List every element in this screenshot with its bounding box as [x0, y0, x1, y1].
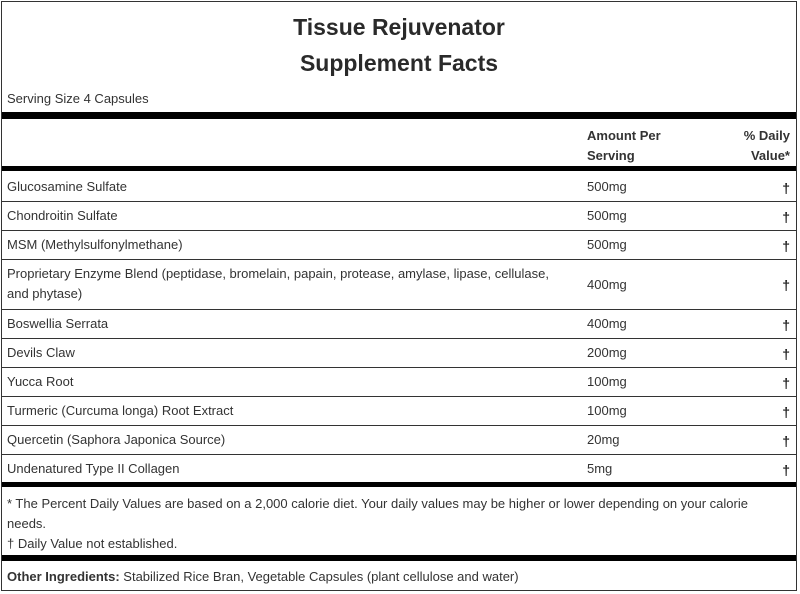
ingredient-name: Turmeric (Curcuma longa) Root Extract: [7, 403, 234, 418]
ingredient-amount: 5mg: [587, 461, 613, 476]
header-divider: [2, 166, 796, 171]
table-row: [2, 202, 796, 231]
table-row: [2, 339, 796, 368]
supplement-facts-panel: [1, 1, 797, 591]
ingredient-name: Glucosamine Sulfate: [7, 179, 127, 194]
ingredient-daily-value: †: [782, 209, 790, 225]
ingredient-daily-value: †: [782, 277, 790, 293]
other-ingredients: [7, 567, 519, 587]
table-row: [2, 310, 796, 339]
ingredient-amount: 500mg: [587, 179, 627, 194]
table-row: [2, 231, 796, 260]
table-row: [2, 260, 796, 310]
ingredient-amount: 100mg: [587, 403, 627, 418]
ingredient-amount: 100mg: [587, 374, 627, 389]
ingredient-amount: 400mg: [587, 277, 627, 292]
dv-header-line2: Value*: [750, 148, 790, 163]
daily-value-header: [744, 126, 790, 166]
ingredient-name: Proprietary Enzyme Blend (peptidase, bromelain, papain, protease, amylase, lipase, cellulase, and phytase): [7, 266, 549, 301]
table-row: [2, 426, 796, 455]
table-row: [2, 368, 796, 397]
ingredient-daily-value: †: [782, 462, 790, 478]
ingredient-name: Boswellia Serrata: [7, 316, 109, 331]
ingredient-amount: 400mg: [587, 316, 627, 331]
table-row: [2, 173, 796, 202]
ingredient-name: Undenatured Type II Collagen: [7, 461, 180, 476]
table-row: [2, 397, 796, 426]
panel-title: Supplement Facts: [299, 50, 499, 76]
table-row: [2, 455, 796, 484]
ingredient-name: MSM (Methylsulfonylmethane): [7, 237, 183, 252]
product-title: Tissue Rejuvenator: [293, 14, 505, 40]
other-ingredients-label: Other Ingredients:: [7, 569, 120, 584]
ingredient-name: Devils Claw: [7, 345, 75, 360]
ingredient-name: Quercetin (Saphora Japonica Source): [7, 432, 226, 447]
ingredient-daily-value: †: [782, 238, 790, 254]
ingredient-amount: 500mg: [587, 208, 627, 223]
ingredient-daily-value: †: [782, 433, 790, 449]
dagger-footnote: † Daily Value not established.: [7, 536, 178, 551]
top-divider: [2, 112, 796, 119]
ingredient-amount: 200mg: [587, 345, 627, 360]
table-bottom-divider: [2, 482, 796, 487]
amount-header-line1: Amount Per: [587, 128, 661, 143]
serving-size: Serving Size 4 Capsules: [7, 91, 149, 106]
ingredient-table: [2, 173, 796, 484]
ingredient-daily-value: †: [782, 404, 790, 420]
amount-per-serving-header: [587, 126, 697, 166]
ingredient-name: Yucca Root: [7, 374, 74, 389]
dv-header-line1: % Daily: [743, 128, 790, 143]
ingredient-daily-value: †: [782, 375, 790, 391]
ingredient-amount: 500mg: [587, 237, 627, 252]
ingredient-name: Chondroitin Sulfate: [7, 208, 118, 223]
ingredient-daily-value: †: [782, 317, 790, 333]
ingredient-amount: 20mg: [587, 432, 620, 447]
other-ingredients-value: Stabilized Rice Bran, Vegetable Capsules (plant cellulose and water): [119, 569, 519, 584]
footnote-divider: [2, 555, 796, 561]
ingredient-daily-value: †: [782, 180, 790, 196]
ingredient-daily-value: †: [782, 346, 790, 362]
daily-value-footnote: * The Percent Daily Values are based on a 2,000 calorie diet. Your daily values may be higher or lower depending on your calorie needs.: [7, 496, 748, 531]
amount-header-line2: Serving: [587, 148, 635, 163]
